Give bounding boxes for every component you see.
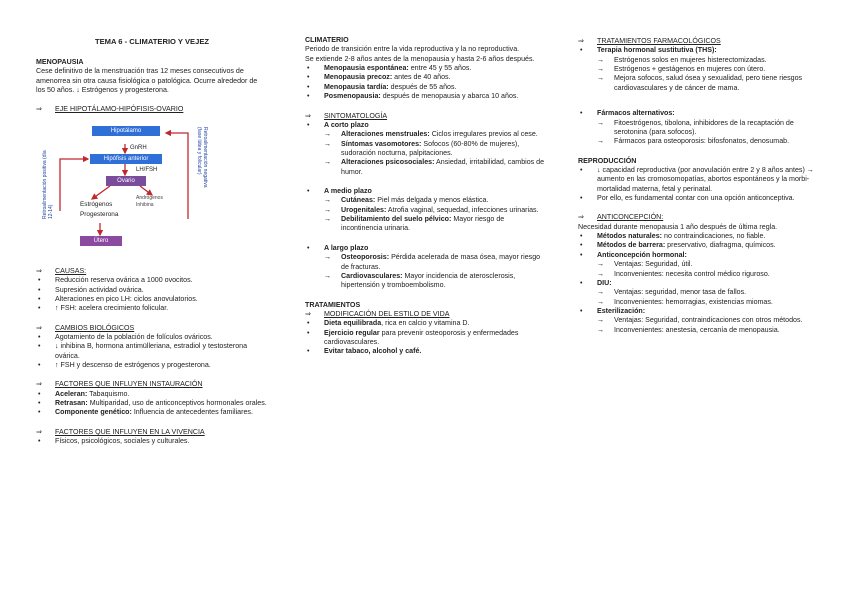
column-3 — [578, 37, 816, 335]
list-item — [36, 408, 268, 417]
list-item — [305, 215, 545, 234]
list-item — [305, 347, 545, 356]
hipofisis-box: Hipófisis anterior — [90, 154, 162, 164]
list-item — [578, 307, 816, 316]
hipotalamo-box: Hipotálamo — [92, 126, 160, 136]
ths-label: Terapia hormonal sustitutiva (THS): — [597, 46, 717, 55]
estilo-heading-text: MODIFICACIÓN DEL ESTILO DE VIDA — [324, 309, 450, 318]
menopausia-types-list — [305, 64, 545, 101]
arrow-icon: ⇒ — [305, 309, 311, 318]
progesterona-label: Progesterona — [80, 210, 119, 218]
column-2 — [305, 36, 545, 357]
list-item: • Reducción reserva ovárica a 1000 ovocitos. — [36, 276, 268, 285]
reproduccion-list — [578, 166, 816, 203]
ths-list — [578, 46, 816, 93]
list-item — [305, 92, 545, 101]
item-label: Ejercicio regular — [324, 328, 380, 337]
list-item — [305, 140, 545, 159]
list-item — [305, 121, 545, 130]
list-item: → Inconvenientes: necesita control médico riguroso. — [578, 270, 816, 279]
item-text: Tabaquismo. — [87, 389, 130, 398]
gnrh-label: GnRH — [130, 144, 147, 151]
item-label: Métodos de barrera: — [597, 241, 666, 250]
farmacologicos-heading — [578, 37, 816, 46]
farmacologicos-heading-text: TRATAMIENTOS FARMACOLÓGICOS — [597, 37, 721, 45]
item-label: Menopausia precoz: — [324, 73, 393, 82]
right-feedback-label: Retroalimentación negativa (fase lútea y folicular) — [196, 126, 208, 188]
list-item — [36, 390, 268, 399]
largo-plazo-label: A largo plazo — [324, 243, 369, 252]
anticoncepcion-heading — [578, 213, 816, 222]
list-item — [305, 64, 545, 73]
item-label: Osteoporosis: — [341, 253, 390, 262]
largo-plazo-list — [305, 244, 545, 291]
list-item — [305, 319, 545, 328]
column-1 — [36, 37, 268, 447]
item-text: Ansiedad, irritabilidad, cambios de humor. — [341, 158, 545, 176]
list-item: • ↓ capacidad reproductiva (por anovulación entre 2 y 8 años antes) → aumento en las cromosomopatías, abortos espontáneos y la morbi-mortalidad materna, fetal y perinatal. — [578, 166, 816, 194]
alternativos-label: Fármacos alternativos: — [597, 109, 675, 118]
item-text: Mayor riesgo de incontinencia urinaria. — [341, 215, 505, 233]
menopausia-title: MENOPAUSIA — [36, 58, 84, 67]
list-item — [305, 73, 545, 82]
corto-plazo-list — [305, 121, 545, 177]
sintomatologia-heading-text: SINTOMATOLOGÍA — [324, 111, 388, 120]
item-text: preservativo, diafragma, químicos. — [665, 241, 776, 250]
climaterio-text-1: Periodo de transición entre la vida reproductiva y la no reproductiva. — [305, 45, 520, 54]
list-item — [36, 399, 268, 408]
list-item — [305, 253, 545, 272]
factores-heading-text: FACTORES QUE INFLUYEN INSTAURACIÓN — [55, 380, 203, 389]
arrow-icon: ⇒ — [36, 105, 42, 114]
item-label: Debilitamiento del suelo pélvico: — [341, 215, 452, 224]
metodos-list — [578, 232, 816, 335]
list-item: • Agotamiento de la población de folículos ováricos. — [36, 333, 268, 342]
medio-plazo-list — [305, 187, 545, 234]
hormonal-label: Anticoncepción hormonal: — [597, 250, 687, 259]
doc-title: TEMA 6 - CLIMATERIO Y VEJEZ — [94, 37, 210, 46]
item-label: Componente genético: — [55, 408, 132, 417]
vivencia-list — [36, 437, 268, 446]
item-label: Posmenopausia: — [324, 92, 381, 101]
list-item — [305, 272, 545, 291]
utero-box: Útero — [80, 236, 122, 246]
inhibina-label: Inhibina — [136, 201, 154, 208]
list-item: • ↓ inhibina B, hormona antimülleriana, estradiol y testosterona ovárica. — [36, 342, 268, 361]
item-text: Piel más delgada y menos elástica. — [375, 196, 489, 205]
item-label: Retrasan: — [55, 399, 88, 408]
item-label: Métodos naturales: — [597, 232, 663, 241]
arrow-icon: ⇒ — [578, 37, 584, 45]
list-item — [305, 130, 545, 139]
causas-list — [36, 276, 268, 313]
list-item: → Ventajas: Seguridad, contraindicaciones con otros métodos. — [578, 316, 816, 325]
ovario-box: Ovario — [106, 176, 146, 186]
list-item — [578, 46, 816, 55]
reproduccion-title: REPRODUCCIÓN — [578, 156, 637, 165]
diagram-arrows — [40, 123, 210, 251]
hpo-axis-diagram — [40, 123, 210, 251]
item-text: Ciclos irregulares previos al cese. — [429, 130, 538, 139]
item-label: Alteraciones psicosociales: — [341, 158, 435, 167]
estilo-list — [305, 319, 545, 356]
item-text: Multiparidad, uso de anticonceptivos hormonales orales. — [87, 399, 267, 408]
list-item: → Estrógenos + gestágenos en mujeres con útero. — [578, 65, 816, 74]
item-label: Síntomas vasomotores: — [341, 139, 422, 148]
arrow-icon: ⇒ — [36, 380, 42, 389]
esterilizacion-label: Esterilización: — [597, 306, 646, 315]
climaterio-title: CLIMATERIO — [305, 36, 349, 44]
list-item — [578, 279, 816, 288]
item-text: Influencia de antecedentes familiares. — [131, 408, 253, 417]
item-label: Cardiovasculares: — [341, 271, 403, 280]
estrogenos-label: Estrógenos — [80, 200, 113, 208]
item-text: Mayor incidencia de aterosclerosis, hipertensión y tromboembolismo. — [341, 271, 516, 290]
item-label: Dieta equilibrada — [324, 319, 382, 328]
item-text: no contraindicaciones, no fiable. — [662, 232, 766, 241]
list-item: • Físicos, psicológicos, sociales y culturales. — [36, 437, 268, 446]
list-item — [578, 241, 816, 250]
list-item — [305, 83, 545, 92]
list-item — [578, 109, 816, 118]
vivencia-heading-text: FACTORES QUE INFLUYEN EN LA VIVENCIA — [55, 427, 205, 436]
diu-label: DIU: — [597, 278, 612, 287]
factores-heading — [36, 380, 268, 389]
cambios-list — [36, 333, 268, 370]
tratamientos-title: TRATAMIENTOS — [305, 300, 361, 309]
sintomatologia-heading — [305, 112, 545, 121]
climaterio-text-2: Se extiende 2-8 años antes de la menopausia y hasta 2-6 años después. — [305, 54, 535, 63]
arrow-icon: ⇒ — [36, 427, 42, 436]
list-item — [305, 206, 545, 215]
lh-fsh-label: LH/FSH — [136, 166, 158, 173]
alternativos-list — [578, 109, 816, 146]
list-item — [305, 158, 545, 177]
item-label: Aceleran: — [55, 389, 88, 398]
list-item — [305, 329, 545, 348]
item-text: para prevenir osteoporosis y enfermedades cardiovasculares. — [324, 328, 519, 347]
eje-heading — [36, 105, 268, 114]
item-text: Sofocos (60-80% de mujeres), sudoración nocturna, palpitaciones. — [341, 139, 520, 157]
item-text: después de menopausia y abarca 10 años. — [380, 92, 519, 101]
causas-heading — [36, 267, 268, 276]
item-text: Pérdida acelerada de masa ósea, mayor riesgo de fracturas. — [341, 253, 541, 271]
list-item — [578, 232, 816, 241]
left-feedback-label: Retroalimentación positiva (día 12-14) — [42, 150, 54, 219]
androgenos-label: Andrógenos — [136, 194, 163, 201]
item-text: , rica en calcio y vitamina D. — [381, 319, 470, 328]
eje-heading-text: EJE HIPOTÁLAMO-HIPÓFISIS-OVARIO — [55, 105, 184, 114]
item-label: Evitar tabaco, alcohol y café. — [324, 347, 422, 356]
item-text: antes de 40 años. — [392, 73, 451, 82]
list-item: → Fármacos para osteoporosis: bifosfonatos, denosumab. — [578, 137, 816, 146]
list-item — [305, 244, 545, 253]
medio-plazo-label: A medio plazo — [324, 187, 372, 196]
factores-list — [36, 390, 268, 418]
arrow-icon: ⇒ — [578, 213, 584, 222]
list-item — [305, 187, 545, 196]
menopausia-text: Cese definitivo de la menstruación tras 12 meses consecutivos de amenorrea sin otra causa fisiológica o patológica. Ocurre alrededor de los 50 años. ↓ Estrógenos y progesterona. — [36, 67, 258, 95]
vivencia-heading — [36, 428, 268, 437]
item-label: Alteraciones menstruales: — [341, 130, 430, 139]
item-text: Atrofia vaginal, sequedad, infecciones urinarias. — [386, 205, 539, 214]
item-label: Menopausia espontánea: — [324, 64, 409, 73]
list-item: → Mejora sofocos, salud ósea y sexualidad, pero tiene riesgos cardiovasculares y de cáncer de mama. — [578, 74, 816, 93]
list-item: → Fitoestrógenos, tibolona, inhibidores de la recaptación de serotonina (para sofocos). — [578, 119, 816, 138]
estilo-heading — [305, 310, 545, 319]
item-label: Menopausia tardía: — [324, 82, 389, 91]
list-item: • Supresión actividad ovárica. — [36, 286, 268, 295]
item-text: después de 55 años. — [388, 82, 457, 91]
arrow-icon: ⇒ — [36, 266, 42, 275]
list-item: → Inconvenientes: hemorragias, existencias miomas. — [578, 298, 816, 307]
list-item: → Inconvenientes: anestesia, cercanía de menopausia. — [578, 326, 816, 335]
list-item — [305, 196, 545, 205]
list-item: • Alteraciones en pico LH: ciclos anovulatorios. — [36, 295, 268, 304]
list-item: → Ventajas: Seguridad, útil. — [578, 260, 816, 269]
list-item: → Ventajas: seguridad, menor tasa de fallos. — [578, 288, 816, 297]
list-item — [578, 251, 816, 260]
list-item: • ↑ FSH: acelera crecimiento folicular. — [36, 304, 268, 313]
corto-plazo-label: A corto plazo — [324, 120, 369, 129]
anticoncepcion-heading-text: ANTICONCEPCIÓN: — [597, 213, 664, 222]
item-label: Urogenitales: — [341, 205, 387, 214]
causas-heading-text: CAUSAS: — [55, 266, 87, 275]
item-label: Cutáneas: — [341, 196, 376, 205]
cambios-heading-text: CAMBIOS BIOLÓGICOS — [55, 323, 135, 332]
anticoncepcion-text: Necesidad durante menopausia 1 año después de última regla. — [578, 222, 778, 231]
arrow-icon: ⇒ — [305, 111, 311, 120]
cambios-heading — [36, 324, 268, 333]
arrow-icon: ⇒ — [36, 323, 42, 332]
list-item: • Por ello, es fundamental contar con una opción anticonceptiva. — [578, 194, 816, 203]
item-text: entre 45 y 55 años. — [408, 64, 472, 73]
list-item: → Estrógenos solos en mujeres histerectomizadas. — [578, 56, 816, 65]
list-item: • ↑ FSH y descenso de estrógenos y progesterona. — [36, 361, 268, 370]
